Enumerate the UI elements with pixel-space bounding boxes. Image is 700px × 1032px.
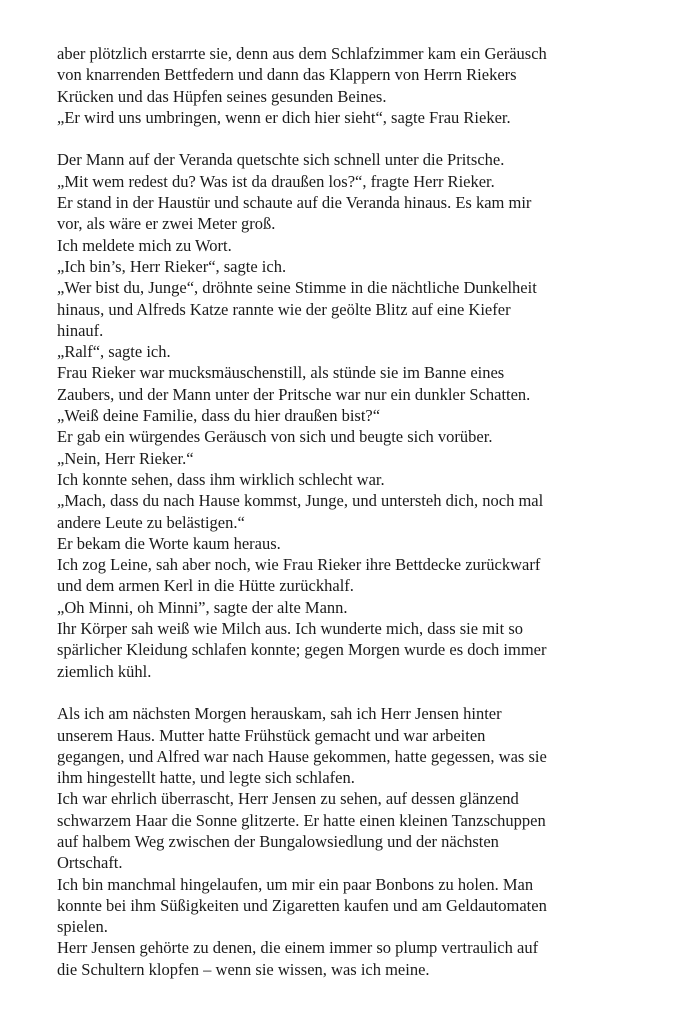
text-line: vor, als wäre er zwei Meter groß. [57,214,276,234]
text-line: hinauf. [57,320,104,340]
text-line: „Mach, dass du nach Hause kommst, Junge, und untersteh dich, noch mal [57,491,544,511]
text-line: andere Leute zu belästigen.“ [57,512,245,532]
text-line: spielen. [57,917,108,937]
text-line: Er bekam die Worte kaum heraus. [57,533,281,553]
text-line: Der Mann auf der Veranda quetschte sich schnell unter die Pritsche. [57,150,505,170]
text-line: Ortschaft. [57,853,123,873]
text-line: Ich bin manchmal hingelaufen, um mir ein paar Bonbons zu holen. Man [57,874,534,894]
text-line: Er stand in der Haustür und schaute auf die Veranda hinaus. Es kam mir [57,193,532,213]
text-line: Ihr Körper sah weiß wie Milch aus. Ich wunderte mich, dass sie mit so [57,619,524,639]
text-line: „Ralf“, sagte ich. [57,342,171,362]
text-line: Frau Rieker war mucksmäuschenstill, als stünde sie im Banne eines [57,363,505,383]
text-line: hinaus, und Alfreds Katze rannte wie der geölte Blitz auf eine Kiefer [57,299,511,319]
text-line: schwarzem Haar die Sonne glitzerte. Er hatte einen kleinen Tanzschuppen [57,810,546,830]
text-line: „Weiß deine Familie, dass du hier draußen bist?“ [57,406,381,426]
text-line: Ich zog Leine, sah aber noch, wie Frau Rieker ihre Bettdecke zurückwarf [57,555,541,575]
text-line: unserem Haus. Mutter hatte Frühstück gemacht und war arbeiten [57,725,486,745]
text-line: Zaubers, und der Mann unter der Pritsche war nur ein dunkler Schatten. [57,384,531,404]
text-line: konnte bei ihm Süßigkeiten und Zigaretten kaufen und am Geldautomaten [57,895,547,915]
text-line: „Er wird uns umbringen, wenn er dich hier sieht“, sagte Frau Rieker. [57,107,511,127]
text-line: „Nein, Herr Rieker.“ [57,448,194,468]
text-line: ziemlich kühl. [57,661,152,681]
text-line: und dem armen Kerl in die Hütte zurückhalf. [57,576,354,596]
text-line: Krücken und das Hüpfen seines gesunden Beines. [57,86,387,106]
text-line: Er gab ein würgendes Geräusch von sich und beugte sich vorüber. [57,427,493,447]
text-line: ihm hingestellt hatte, und legte sich schlafen. [57,768,355,788]
paragraph [57,703,657,980]
text-line: „Mit wem redest du? Was ist da draußen los?“, fragte Herr Rieker. [57,171,495,191]
text-line: die Schultern klopfen – wenn sie wissen, was ich meine. [57,959,430,979]
text-line: Als ich am nächsten Morgen herauskam, sah ich Herr Jensen hinter [57,704,502,724]
text-line: Ich konnte sehen, dass ihm wirklich schlecht war. [57,469,385,489]
text-line: Ich war ehrlich überrascht, Herr Jensen zu sehen, auf dessen glänzend [57,789,519,809]
text-line: „Ich bin’s, Herr Rieker“, sagte ich. [57,256,287,276]
text-line: von knarrenden Bettfedern und dann das Klappern von Herrn Riekers [57,65,517,85]
text-line: spärlicher Kleidung schlafen konnte; gegen Morgen wurde es doch immer [57,640,547,660]
text-line: „Oh Minni, oh Minni”, sagte der alte Mann. [57,597,348,617]
text-line: auf halbem Weg zwischen der Bungalowsiedlung und der nächsten [57,831,499,851]
text-line: gegangen, und Alfred war nach Hause gekommen, hatte gegessen, was sie [57,746,547,766]
text-content [57,43,657,980]
text-line: aber plötzlich erstarrte sie, denn aus dem Schlafzimmer kam ein Geräusch [57,44,547,63]
text-line: Herr Jensen gehörte zu denen, die einem immer so plump vertraulich auf [57,938,539,958]
text-line: „Wer bist du, Junge“, dröhnte seine Stimme in die nächtliche Dunkelheit [57,278,537,298]
paragraph [57,43,657,128]
paragraph [57,149,657,681]
text-line: Ich meldete mich zu Wort. [57,235,232,255]
